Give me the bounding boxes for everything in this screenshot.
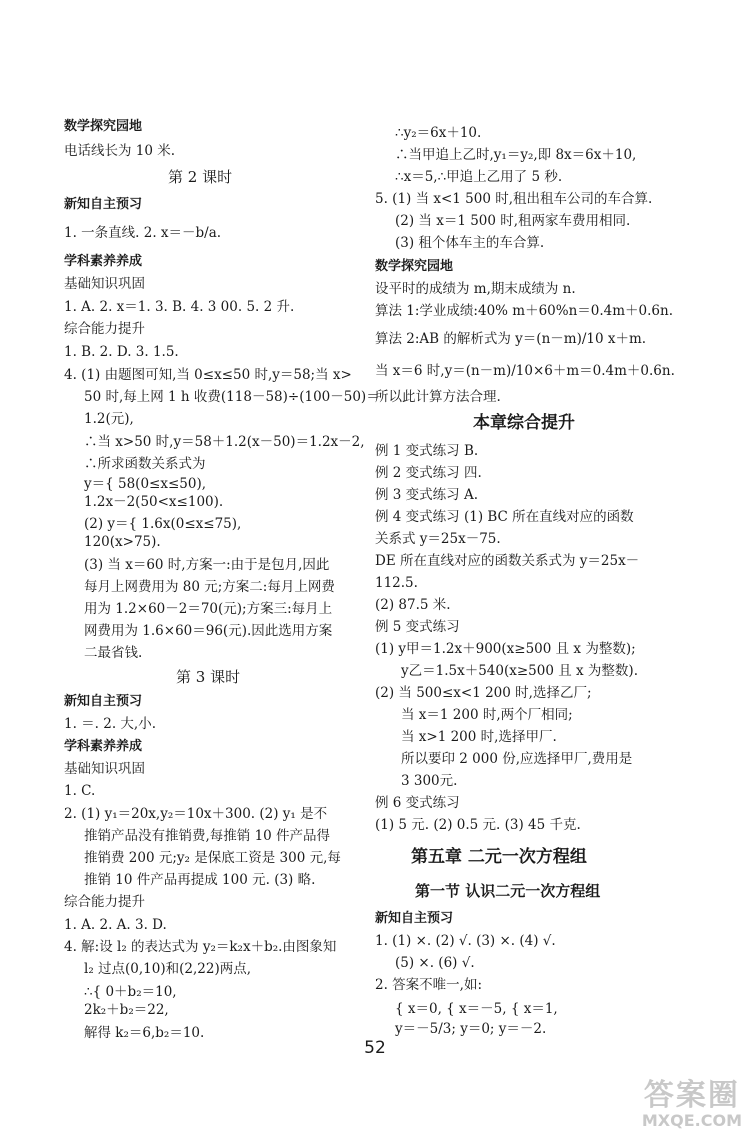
text-line: 推销 10 件产品再提成 100 元. (3) 略. <box>84 872 316 888</box>
formula-line: y＝{ 58(0≤x≤50), <box>84 476 207 492</box>
text-line: l₂ 过点(0,10)和(2,22)两点, <box>84 961 251 977</box>
text-line: 4. (1) 由题图可知,当 0≤x≤50 时,y＝58;当 x> <box>64 367 352 383</box>
text-line: (3) 租个体车主的车合算. <box>395 235 545 251</box>
text-line: (5) ×. (6) √. <box>395 955 475 971</box>
subheading: 综合能力提升 <box>64 321 145 337</box>
text-line: 50 时,每上网 1 h 收费(118－58)÷(100－50)＝ <box>84 389 380 405</box>
text-line: 1. (1) ×. (2) √. (3) ×. (4) √. <box>375 933 556 949</box>
text-line: 算法 1:学业成绩:40% m＋60%n＝0.4m＋0.6n. <box>375 303 674 319</box>
section-heading: 新知自主预习 <box>375 911 454 926</box>
watermark-logo <box>641 1078 742 1130</box>
text-line: 2. (1) y₁＝20x,y₂＝10x＋300. (2) y₁ 是不 <box>64 806 328 822</box>
text-line: 1. A. 2. A. 3. D. <box>64 917 167 933</box>
text-line: y乙＝1.5x＋540(x≥500 且 x 为整数). <box>401 663 638 679</box>
text-line: 2. 答案不唯一,如: <box>375 977 483 993</box>
formula-line: 算法 2:AB 的解析式为 y＝(n－m)/10 x＋m. <box>375 331 647 347</box>
text-line: 所以要印 2 000 份,应选择甲厂,费用是 <box>401 751 633 767</box>
section-title: 第一节 认识二元一次方程组 <box>415 882 601 900</box>
text-line: 1. 一条直线. 2. x＝－b/a. <box>64 225 222 241</box>
text-line: ∴当 x>50 时,y＝58＋1.2(x－50)＝1.2x－2, <box>84 434 365 450</box>
watermark-url: MXQE.COM <box>641 1111 742 1130</box>
text-line: 1. C. <box>64 783 96 799</box>
text-line: 推销产品没有推销费,每推销 10 件产品得 <box>84 828 331 844</box>
lesson-title: 第 2 课时 <box>168 168 233 186</box>
text-line: 3 300元. <box>401 773 458 789</box>
text-line: ∴y₂＝6x＋10. <box>395 125 482 141</box>
subheading: 基础知识巩固 <box>64 276 145 292</box>
section-heading: 学科素养养成 <box>64 254 143 269</box>
text-line: 1. ＝. 2. 大,小. <box>64 716 157 732</box>
text-line: (2) 87.5 米. <box>375 597 451 613</box>
formula-line: (2) y＝{ 1.6x(0≤x≤75), <box>84 516 242 532</box>
formula-line: 1.2x－2(50<x≤100). <box>84 494 224 510</box>
text-line: (3) 当 x＝60 时,方案一:由于是包月,因此 <box>84 557 330 573</box>
text-line: (2) 当 500≤x<1 200 时,选择乙厂; <box>375 685 592 701</box>
subheading: 综合能力提升 <box>64 894 145 910</box>
text-line: DE 所在直线对应的函数关系式为 y＝25x－ <box>375 553 640 569</box>
subheading: 基础知识巩固 <box>64 761 145 777</box>
text-line: 4. 解:设 l₂ 的表达式为 y₂＝k₂x＋b₂.由图象知 <box>64 939 337 955</box>
text-line: 例 5 变式练习 <box>375 619 460 635</box>
text-line: 当 x>1 200 时,选择甲厂. <box>401 729 557 745</box>
text-line: 推销费 200 元;y₂ 是保底工资是 300 元,每 <box>84 850 341 866</box>
text-line: 112.5. <box>375 575 418 591</box>
formula-line: 当 x＝6 时,y＝(n－m)/10×6＋m＝0.4m＋0.6n. <box>375 363 675 379</box>
formula-line: y＝－5/3; y＝0; y＝－2. <box>395 1021 547 1037</box>
section-heading: 学科素养养成 <box>64 739 143 754</box>
text-line: 所以此计算方法合理. <box>375 389 501 405</box>
text-line: ∴x＝5,∴甲追上乙用了 5 秒. <box>395 169 563 185</box>
text-line: 用为 1.2×60－2＝70(元);方案三:每月上 <box>84 601 333 617</box>
text-line: (1) 5 元. (2) 0.5 元. (3) 45 千克. <box>375 817 581 833</box>
formula-line: ∴{ 0＋b₂＝10, <box>84 984 177 1000</box>
text-line: 例 4 变式练习 (1) BC 所在直线对应的函数 <box>375 509 634 525</box>
chapter-title: 第五章 二元一次方程组 <box>411 847 587 867</box>
text-line: 1. B. 2. D. 3. 1.5. <box>64 344 179 360</box>
text-line: 例 1 变式练习 B. <box>375 443 479 459</box>
text-line: ∴当甲追上乙时,y₁＝y₂,即 8x＝6x＋10, <box>395 147 637 163</box>
text-line: 关系式 y＝25x－75. <box>375 531 501 547</box>
text-line: (1) y甲＝1.2x＋900(x≥500 且 x 为整数); <box>375 641 636 657</box>
text-line: 例 6 变式练习 <box>375 795 460 811</box>
heading-math-explore: 数学探究园地 <box>64 119 143 134</box>
text-line: 解得 k₂＝6,b₂＝10. <box>84 1025 205 1041</box>
page-number: 52 <box>364 1038 386 1058</box>
text-line: 1.2(元), <box>84 411 134 427</box>
text-line: 设平时的成绩为 m,期末成绩为 n. <box>375 281 576 297</box>
formula-line: { x＝0, { x＝－5, { x＝1, <box>395 1001 558 1017</box>
section-heading: 新知自主预习 <box>64 694 143 709</box>
formula-line: 120(x>75). <box>84 534 161 550</box>
text-line: 网费用为 1.6×60＝96(元).因此选用方案 <box>84 623 333 639</box>
watermark-text: 答案圈 <box>643 1078 740 1113</box>
text-line: 当 x＝1 200 时,两个厂相同; <box>401 707 573 723</box>
chapter-summary-title: 本章综合提升 <box>473 413 575 433</box>
heading-math-explore: 数学探究园地 <box>375 259 454 274</box>
text-line: 每月上网费用为 80 元;方案二:每月上网费 <box>84 579 335 595</box>
text-line: 电话线长为 10 米. <box>64 143 176 159</box>
formula-line: 2k₂＋b₂＝22, <box>84 1002 169 1018</box>
lesson-title: 第 3 课时 <box>176 668 241 686</box>
text-line: 二最省钱. <box>84 645 143 661</box>
text-line: 例 3 变式练习 A. <box>375 487 479 503</box>
section-heading: 新知自主预习 <box>64 197 143 212</box>
text-line: 5. (1) 当 x<1 500 时,租出租车公司的车合算. <box>375 191 653 207</box>
text-line: 例 2 变式练习 四. <box>375 465 482 481</box>
text-line: 1. A. 2. x＝1. 3. B. 4. 3 00. 5. 2 升. <box>64 299 295 315</box>
text-line: ∴所求函数关系式为 <box>84 456 206 472</box>
text-line: (2) 当 x＝1 500 时,租两家车费用相同. <box>395 213 631 229</box>
